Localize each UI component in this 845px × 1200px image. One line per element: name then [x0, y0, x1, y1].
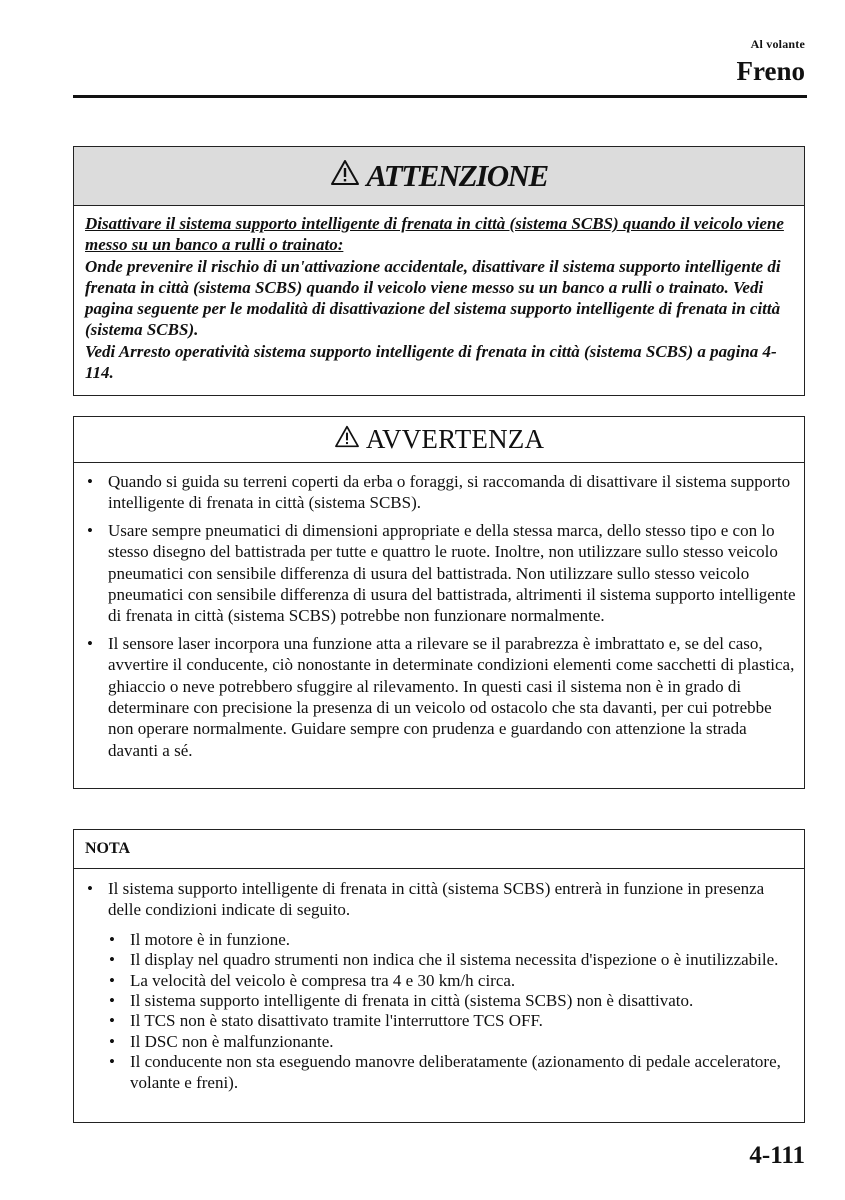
condition-item: • Il sistema supporto intelligente di frenata in città (sistema SCBS) non è disattivato. — [108, 991, 796, 1011]
nota-title: NOTA — [85, 840, 131, 857]
condition-item: • Il DSC non è malfunzionante. — [108, 1032, 796, 1052]
list-item: • Usare sempre pneumatici di dimensioni appropriate e della stessa marca, dello stesso tipo e con lo stesso disegno del battistrada per tutte e quattro le ruote. Inoltre, non utilizzare sullo stesso veicolo pneumatici con sensibile differenza di usura del battistrada. Non utilizzare sullo stesso veicolo pneumatici con sensibile differenza di usura del battistrada, altrimenti il sistema supporto intelligente di frenata in città (sistema SCBS) potrebbe non funzionare normalmente. — [86, 520, 796, 627]
avvertenza-list — [74, 463, 804, 761]
list-item — [86, 878, 796, 1093]
page-title: Freno — [736, 56, 805, 86]
nota-box — [73, 829, 805, 1123]
list-item: • Il sensore laser incorpora una funzione atta a rilevare se il parabrezza è imbrattato e, se del caso, avvertire il conducente, ciò nonostante in determinate condizioni elementi come sacchetti di plastica, ghiaccio o neve potrebbero sfuggire al rilevamento. In questi casi il sistema non è in grado di determinare con precisione la presenza di un veicolo od ostacolo che sta davanti, per cui potrebbe non operare normalmente. Guidare sempre con prudenza e guardando con attenzione la strada davanti a sé. — [86, 633, 796, 761]
condition-item: • La velocità del veicolo è compresa tra 4 e 30 km/h circa. — [108, 971, 796, 991]
attenzione-subtitle: Disattivare il sistema supporto intelligente di frenata in città (sistema SCBS) quando il veicolo viene messo su un banco a rulli o trainato: — [85, 214, 784, 255]
nota-list — [74, 869, 804, 1093]
list-item: • Quando si guida su terreni coperti da erba o foraggi, si raccomanda di disattivare il sistema supporto intelligente di frenata in città (sistema SCBS). — [86, 471, 796, 514]
attenzione-box — [73, 146, 805, 396]
avvertenza-box — [73, 416, 805, 789]
header-rule — [73, 95, 807, 98]
condition-item: • Il conducente non sta eseguendo manovre deliberatamente (azionamento di pedale acceleratore, volante e freni). — [108, 1052, 796, 1093]
page-number: 4-111 — [749, 1142, 805, 1169]
attenzione-reference: Vedi Arresto operatività sistema supporto intelligente di frenata in città (sistema SCBS) a pagina 4-114. — [85, 341, 777, 383]
attenzione-title: ATTENZIONE — [366, 158, 548, 193]
nota-header — [74, 830, 804, 869]
nota-intro: Il sistema supporto intelligente di frenata in città (sistema SCBS) entrerà in funzione in presenza delle condizioni indicate di seguito. — [108, 879, 765, 920]
avvertenza-title: AVVERTENZA — [365, 424, 545, 454]
nota-conditions — [108, 930, 796, 1093]
warning-triangle-icon — [334, 424, 360, 455]
attenzione-paragraph: Onde prevenire il rischio di un'attivazione accidentale, disattivare il sistema supporto intelligente di frenata in città (sistema SCBS) quando il veicolo viene messo su un banco a rulli o trainato. Vedi pagina seguente per le modalità di disattivazione del sistema supporto intelligente di frenata in città (sistema SCBS). — [85, 256, 781, 340]
attenzione-body — [74, 206, 804, 383]
warning-triangle-icon — [330, 158, 360, 194]
attenzione-header — [74, 147, 804, 206]
avvertenza-header — [74, 417, 804, 463]
condition-item: • Il TCS non è stato disattivato tramite l'interruttore TCS OFF. — [108, 1011, 796, 1031]
section-label: Al volante — [750, 37, 805, 51]
condition-item: • Il display nel quadro strumenti non indica che il sistema necessita d'ispezione o è inutilizzabile. — [108, 950, 796, 970]
condition-item: • Il motore è in funzione. — [108, 930, 796, 950]
